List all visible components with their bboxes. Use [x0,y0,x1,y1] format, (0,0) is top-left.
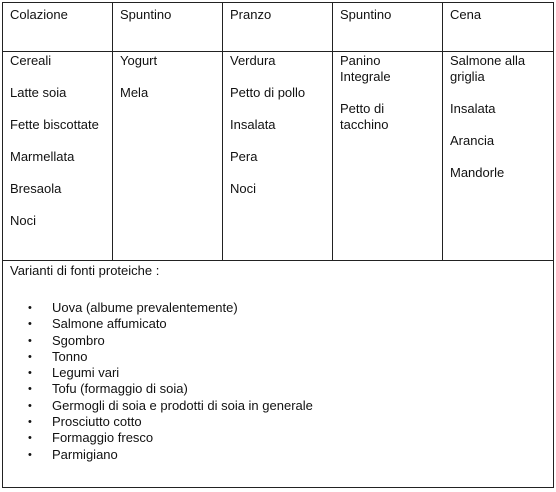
food-item: Petto di tacchino [340,101,389,132]
variants-list [3,300,553,463]
food-item: Fette biscottate [10,117,99,132]
food-item: Latte soia [10,85,67,100]
variant-label: Sgombro [52,332,105,348]
header-cell-spuntino-afternoon [333,3,443,52]
bullet-icon: • [28,432,32,445]
food-cell-spuntino-afternoon [333,52,443,261]
food-list [333,52,442,133]
bullet-icon: • [28,318,32,331]
variant-item [3,430,553,446]
header-cell-spuntino-morning [113,3,223,52]
bullet-icon: • [28,448,32,461]
variant-item [3,300,553,316]
food-cell-colazione [3,52,113,261]
food-item: Salmone alla griglia [450,53,526,84]
variants-cell [3,261,554,488]
variant-label: Tofu (formaggio di soia) [52,381,188,397]
variants-title: Varianti di fonti proteiche : [10,263,160,278]
variant-item [3,398,553,414]
food-list [113,52,222,101]
variant-item [3,381,553,397]
food-item: Pera [230,149,258,164]
bullet-icon: • [28,383,32,396]
variants-row [3,261,554,488]
variant-label: Legumi vari [52,365,120,381]
variant-item [3,414,553,430]
food-list [443,52,553,181]
variant-item [3,316,553,332]
bullet-icon: • [28,302,32,314]
food-item: Noci [230,181,257,196]
food-item: Mandorle [450,165,505,180]
food-item: Panino Integrale [340,53,391,84]
variant-label: Salmone affumicato [52,316,167,332]
bullet-icon: • [28,350,32,363]
header-cell-pranzo [223,3,333,52]
food-item: Verdura [230,53,276,68]
variant-item [3,447,553,463]
header-label: Spuntino [340,7,392,22]
food-item: Bresaola [10,181,62,196]
food-item: Noci [10,213,37,228]
bullet-icon: • [28,334,32,347]
header-label: Colazione [10,7,68,22]
variant-label: Parmigiano [52,446,118,462]
header-label: Pranzo [230,7,272,22]
food-item: Arancia [450,133,495,148]
bullet-icon: • [28,416,32,429]
variant-label: Tonno [52,348,88,364]
variant-item [3,333,553,349]
food-row [3,52,554,261]
variant-item [3,365,553,381]
food-cell-spuntino-morning [113,52,223,261]
variant-item [3,349,553,365]
header-label: Cena [450,7,482,22]
variant-label: Prosciutto cotto [52,414,142,430]
header-row [3,3,554,52]
header-cell-cena [443,3,554,52]
variant-label: Formaggio fresco [52,430,154,446]
meal-plan-table [2,2,554,488]
header-label: Spuntino [120,7,172,22]
food-list [223,52,332,197]
food-item: Mela [120,85,149,100]
food-item: Insalata [450,101,496,116]
food-list [3,52,112,229]
variant-label: Germogli di soia e prodotti di soia in generale [52,397,313,413]
food-cell-cena [443,52,554,261]
food-cell-pranzo [223,52,333,261]
food-item: Petto di pollo [230,85,306,100]
food-item: Yogurt [120,53,158,68]
variant-label: Uova (albume prevalentemente) [52,300,238,315]
bullet-icon: • [28,367,32,380]
food-item: Marmellata [10,149,75,164]
header-cell-colazione [3,3,113,52]
food-item: Insalata [230,117,276,132]
bullet-icon: • [28,399,32,412]
food-item: Cereali [10,53,52,68]
